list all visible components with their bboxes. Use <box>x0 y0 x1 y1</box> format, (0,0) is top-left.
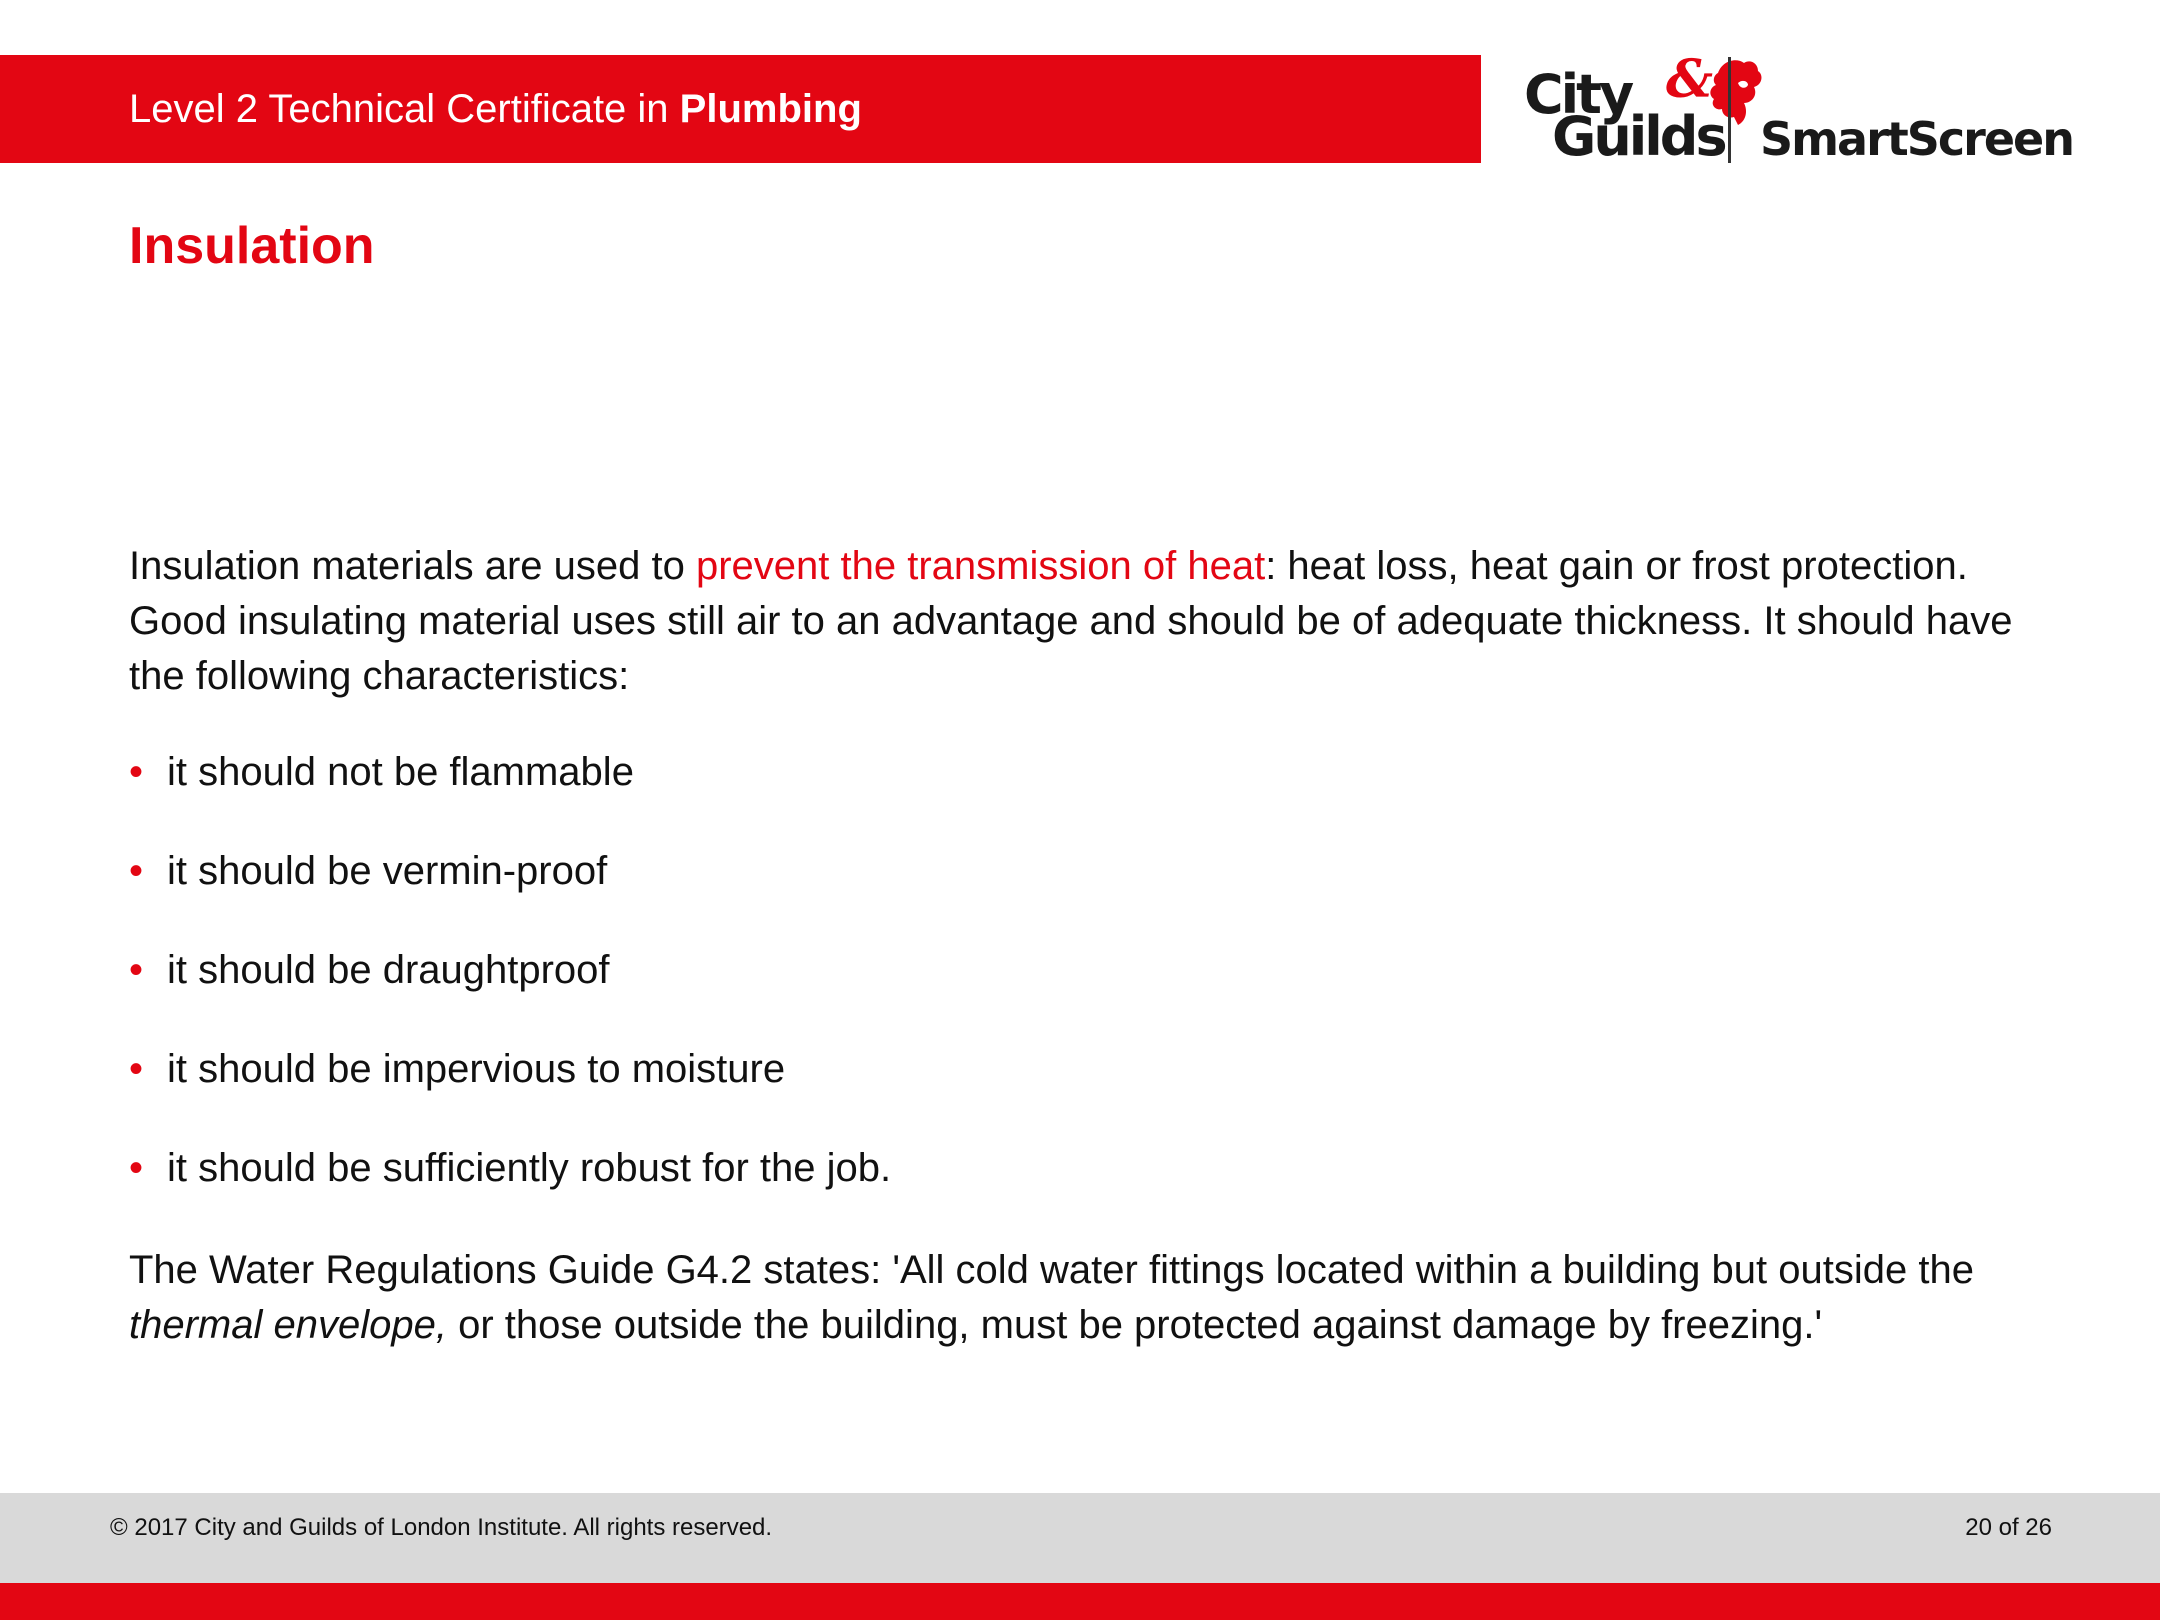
bullet-icon: • <box>129 1146 144 1190</box>
course-title <box>129 55 862 163</box>
list-item <box>129 745 891 844</box>
list-item <box>129 844 891 943</box>
footer <box>0 1493 2160 1583</box>
intro-highlight: prevent the transmission of heat <box>695 544 1266 588</box>
list-item-text: it should be impervious to moisture <box>167 1047 786 1091</box>
intro-text-start: Insulation materials are used to <box>129 544 696 588</box>
bottom-accent-bar <box>0 1583 2160 1620</box>
bullet-icon: • <box>129 750 144 794</box>
list-item-text: it should not be flammable <box>167 750 634 794</box>
list-item <box>129 1141 891 1240</box>
list-item-text: it should be sufficiently robust for the job. <box>167 1146 892 1190</box>
bullet-icon: • <box>129 849 144 893</box>
regs-text-start: The Water Regulations Guide G4.2 states: 'All cold water fittings located within a building but outside the <box>129 1248 1974 1292</box>
course-title-prefix: Level 2 Technical Certificate in <box>129 87 680 131</box>
list-item-text: it should be draughtproof <box>167 948 610 992</box>
regs-text-end: or those outside the building, must be protected against damage by freezing.' <box>446 1303 1823 1347</box>
characteristics-list <box>129 745 891 1240</box>
bullet-icon: • <box>129 948 144 992</box>
list-item-text: it should be vermin-proof <box>167 849 608 893</box>
logo-divider <box>1728 57 1731 163</box>
list-item <box>129 1042 891 1141</box>
intro-text-end: : heat loss, heat gain or frost protection. Good insulating material uses still air to an advantage and should be of adequate thickness. It should have the following characteristics: <box>129 544 2013 698</box>
course-title-subject: Plumbing <box>679 87 862 131</box>
logo-ampersand: & <box>1666 49 1713 110</box>
regs-italic-term: thermal envelope, <box>129 1303 447 1347</box>
page-number: 20 of 26 <box>1965 1514 2052 1541</box>
logo-smartscreen-text: SmartScreen <box>1760 112 2074 166</box>
header-bar <box>0 55 1481 163</box>
city-guilds-smartscreen-logo <box>1520 49 2074 170</box>
list-item <box>129 943 891 1042</box>
intro-paragraph <box>129 539 2049 704</box>
bullet-icon: • <box>129 1047 144 1091</box>
logo-guilds-text: Guilds <box>1552 105 1725 168</box>
regulations-paragraph <box>129 1243 2049 1353</box>
slide-title: Insulation <box>129 217 375 275</box>
copyright-text: © 2017 City and Guilds of London Institute. All rights reserved. <box>110 1514 773 1541</box>
logo-city-text: City <box>1524 63 1632 126</box>
